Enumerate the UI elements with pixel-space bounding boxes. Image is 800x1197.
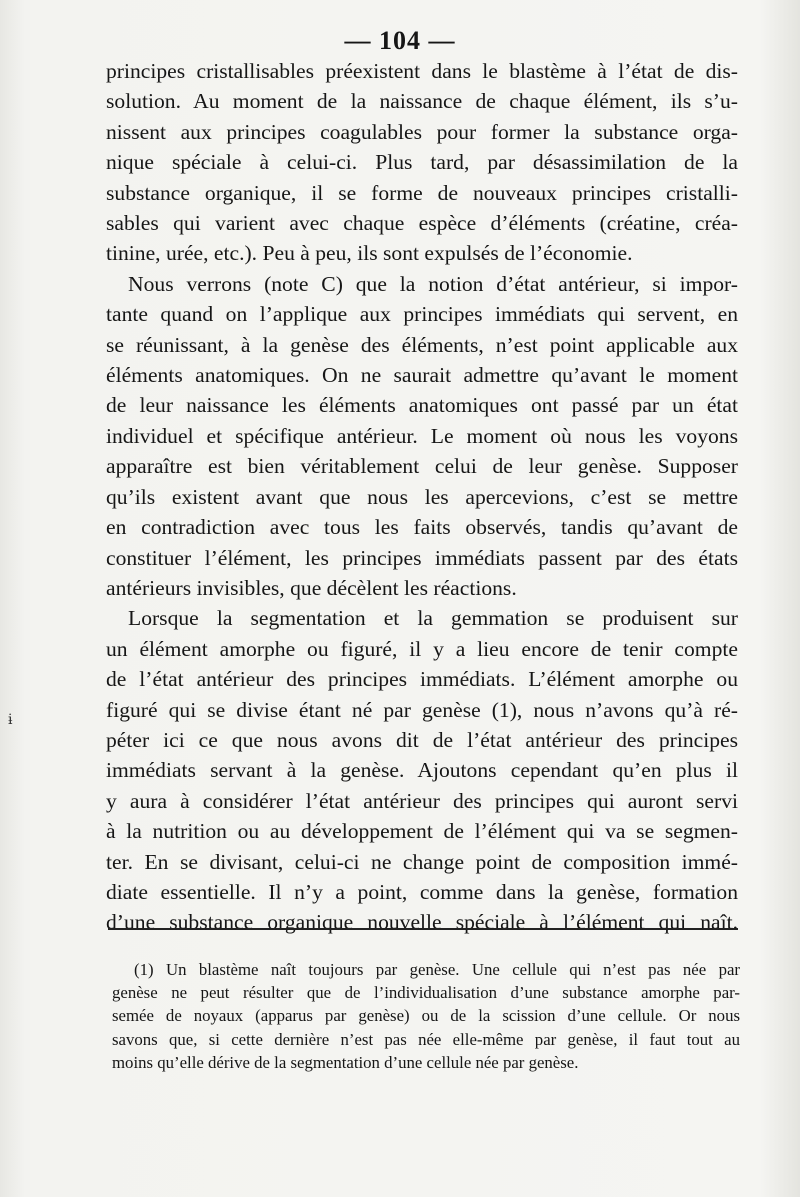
text-line: individuel et spécifique antérieur. Le moment où nous les voyons: [106, 423, 738, 448]
text-line: tinine, urée, etc.). Peu à peu, ils sont expulsés de l’économie.: [106, 241, 633, 266]
body-text: [106, 56, 738, 938]
text-line: Nous verrons (note C) que la notion d’état antérieur, si impor-: [128, 271, 738, 296]
footnote-line: moins qu’elle dérive de la segmentation d’une cellule née par genèse.: [112, 1052, 579, 1072]
footnote-line: genèse ne peut résulter que de l’individualisation d’une substance amorphe par-: [112, 983, 740, 1003]
text-line: principes cristallisables préexistent dans le blastème à l’état de dis-: [106, 59, 738, 83]
text-line: nissent aux principes coagulables pour former la substance orga-: [106, 119, 738, 144]
text-line: diate essentielle. Il n’y a point, comme dans la genèse, formation: [106, 879, 738, 904]
text-line: antérieurs invisibles, que décèlent les réactions.: [106, 575, 517, 600]
text-line: de leur naissance les éléments anatomiques ont passé par un état: [106, 393, 738, 418]
text-line: nique spéciale à celui-ci. Plus tard, par désassimilation de la: [106, 150, 738, 175]
text-line: à la nutrition ou au développement de l’élément qui va se segmen-: [106, 819, 738, 844]
margin-mark: ɨ: [8, 712, 13, 728]
text-line: qu’ils existent avant que nous les apercevions, c’est se mettre: [106, 484, 738, 509]
text-line: d’une substance organique nouvelle spéciale à l’élément qui naît.: [106, 910, 738, 935]
page-number: — 104 —: [344, 26, 456, 55]
paragraph-2: [106, 269, 738, 603]
footnote-line: semée de noyaux (apparus par genèse) ou de la scission d’une cellule. Or nous: [112, 1006, 740, 1026]
text-line: éléments anatomiques. On ne saurait admettre qu’avant le moment: [106, 363, 738, 388]
text-line: figuré qui se divise étant né par genèse (1), nous n’avons qu’à ré-: [106, 697, 738, 722]
text-line: en contradiction avec tous les faits observés, tandis qu’avant de: [106, 515, 738, 540]
paragraph-3: [106, 603, 738, 937]
text-line: immédiats servant à la genèse. Ajoutons cependant qu’en plus il: [106, 758, 738, 783]
text-line: ter. En se divisant, celui-ci ne change point de composition immé-: [106, 849, 738, 874]
text-line: solution. Au moment de la naissance de chaque élément, ils s’u-: [106, 89, 738, 114]
text-line: sables qui varient avec chaque espèce d’éléments (créatine, créa-: [106, 211, 738, 236]
text-line: se réunissant, à la genèse des éléments, n’est point applicable aux: [106, 332, 738, 357]
paragraph-1: [106, 56, 738, 269]
footnote-rule: [108, 928, 738, 930]
text-line: un élément amorphe ou figuré, il y a lieu encore de tenir compte: [106, 636, 738, 661]
text-line: substance organique, il se forme de nouveaux principes cristalli-: [106, 180, 738, 205]
text-line: tante quand on l’applique aux principes immédiats qui servent, en: [106, 302, 738, 327]
text-line: constituer l’élément, les principes immédiats passent par des états: [106, 545, 738, 570]
footnote: [112, 958, 740, 1074]
text-line: y aura à considérer l’état antérieur des principes qui auront servi: [106, 788, 738, 813]
text-line: péter ici ce que nous avons dit de l’état antérieur des principes: [106, 727, 738, 752]
footnote-line: savons que, si cette dernière n’est pas née elle-même par genèse, il faut tout au: [112, 1029, 740, 1049]
text-line: Lorsque la segmentation et la gemmation se produisent sur: [128, 606, 738, 631]
footnote-line: (1) Un blastème naît toujours par genèse. Une cellule qui n’est pas née par: [134, 960, 740, 979]
text-line: apparaître est bien véritablement celui de leur genèse. Supposer: [106, 454, 738, 479]
text-line: de l’état antérieur des principes immédiats. L’élément amorphe ou: [106, 667, 738, 692]
